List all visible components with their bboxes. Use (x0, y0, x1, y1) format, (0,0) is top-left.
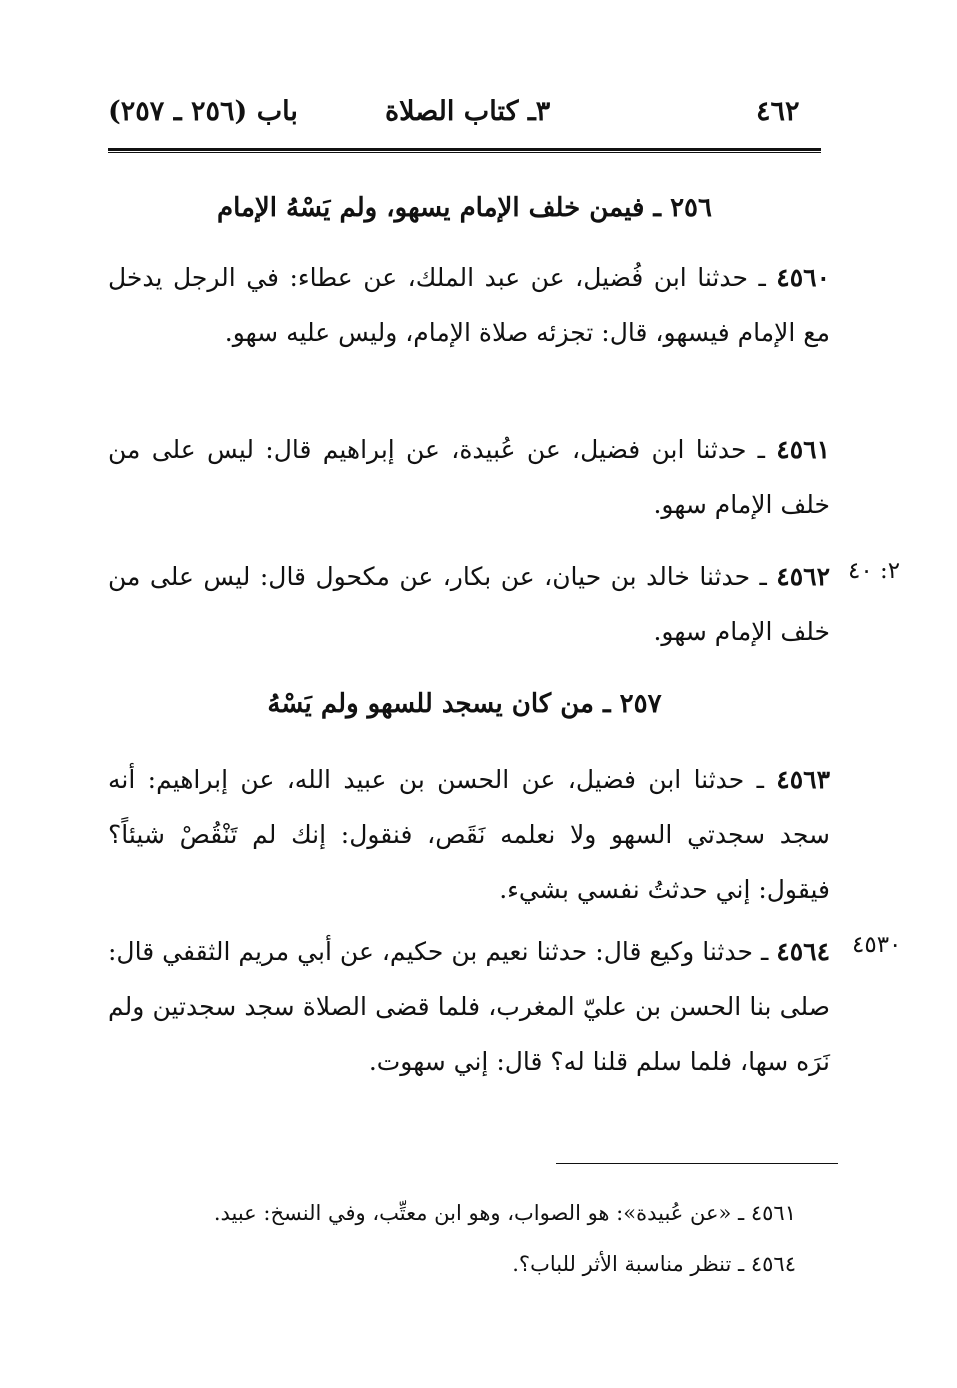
entry-number: ٤٥٦٢ (776, 562, 831, 591)
entry-4561 (108, 422, 830, 532)
section-heading-257: ٢٥٧ ـ من كان يسجد للسهو ولم يَسْهُ (267, 689, 662, 719)
book-title: ٣ـ كتاب الصلاة (385, 96, 551, 127)
entry-4563 (108, 752, 830, 917)
section-heading-256: ٢٥٦ ـ فيمن خلف الإمام يسهو، ولم يَسْهُ الإمام (216, 193, 712, 223)
entry-4564 (108, 924, 830, 1089)
entry-4562 (108, 549, 830, 659)
entry-number: ٤٥٦٤ (776, 937, 831, 966)
entry-number: ٤٥٦١ (776, 435, 830, 464)
entry-text: ـ حدثنا خالد بن حيان، عن بكار، عن مكحول قال: ليس على من خلف الإمام سهو. (108, 562, 830, 646)
margin-reference: ٤٥٣٠ (852, 932, 902, 958)
entry-text: ـ حدثنا ابن فُضيل، عن عبد الملك، عن عطاء: في الرجل يدخل مع الإمام فيسهو، قال: تجزئه صلاة الإمام، وليس عليه سهو. (108, 263, 830, 347)
header-divider (108, 148, 821, 153)
entry-4560 (108, 250, 830, 360)
page-number: ٤٦٢ (756, 96, 800, 127)
footnote-divider (556, 1163, 838, 1164)
entry-text: ـ حدثنا وكيع قال: حدثنا نعيم بن حكيم، عن أبي مريم الثقفي قال: صلى بنا الحسن بن عليّ المغرب، فلما قضى الصلاة سجد سجدتين ولم نَرَه سها، فلما سلم قلنا له؟ قال: إني سهوت. (108, 937, 830, 1076)
entry-text: ـ حدثنا ابن فضيل، عن الحسن بن عبيد الله، عن إبراهيم: أنه سجد سجدتي السهو ولا نعلمه نَقَص، فنقول: إنك لم تَنْقُصْ شيئاً؟ فيقول: إني حدثتُ نفسي بشيء. (108, 765, 830, 904)
chapter-range: باب (٢٥٦ ـ ٢٥٧) (108, 96, 298, 127)
entry-number: ٤٥٦٣ (776, 765, 830, 794)
footnote-4564: ٤٥٦٤ ـ تنظر مناسبة الأثر للباب؟. (512, 1252, 796, 1276)
footnote-4561: ٤٥٦١ ـ «عن عُبيدة»: هو الصواب، وهو ابن معتِّب، وفي النسخ: عبيد. (213, 1201, 796, 1225)
entry-number: ٤٥٦٠ (776, 263, 830, 292)
entry-text: ـ حدثنا ابن فضيل، عن عُبيدة، عن إبراهيم قال: ليس على من خلف الإمام سهو. (108, 435, 830, 519)
margin-reference: ٢: ٤٠ (848, 558, 901, 584)
